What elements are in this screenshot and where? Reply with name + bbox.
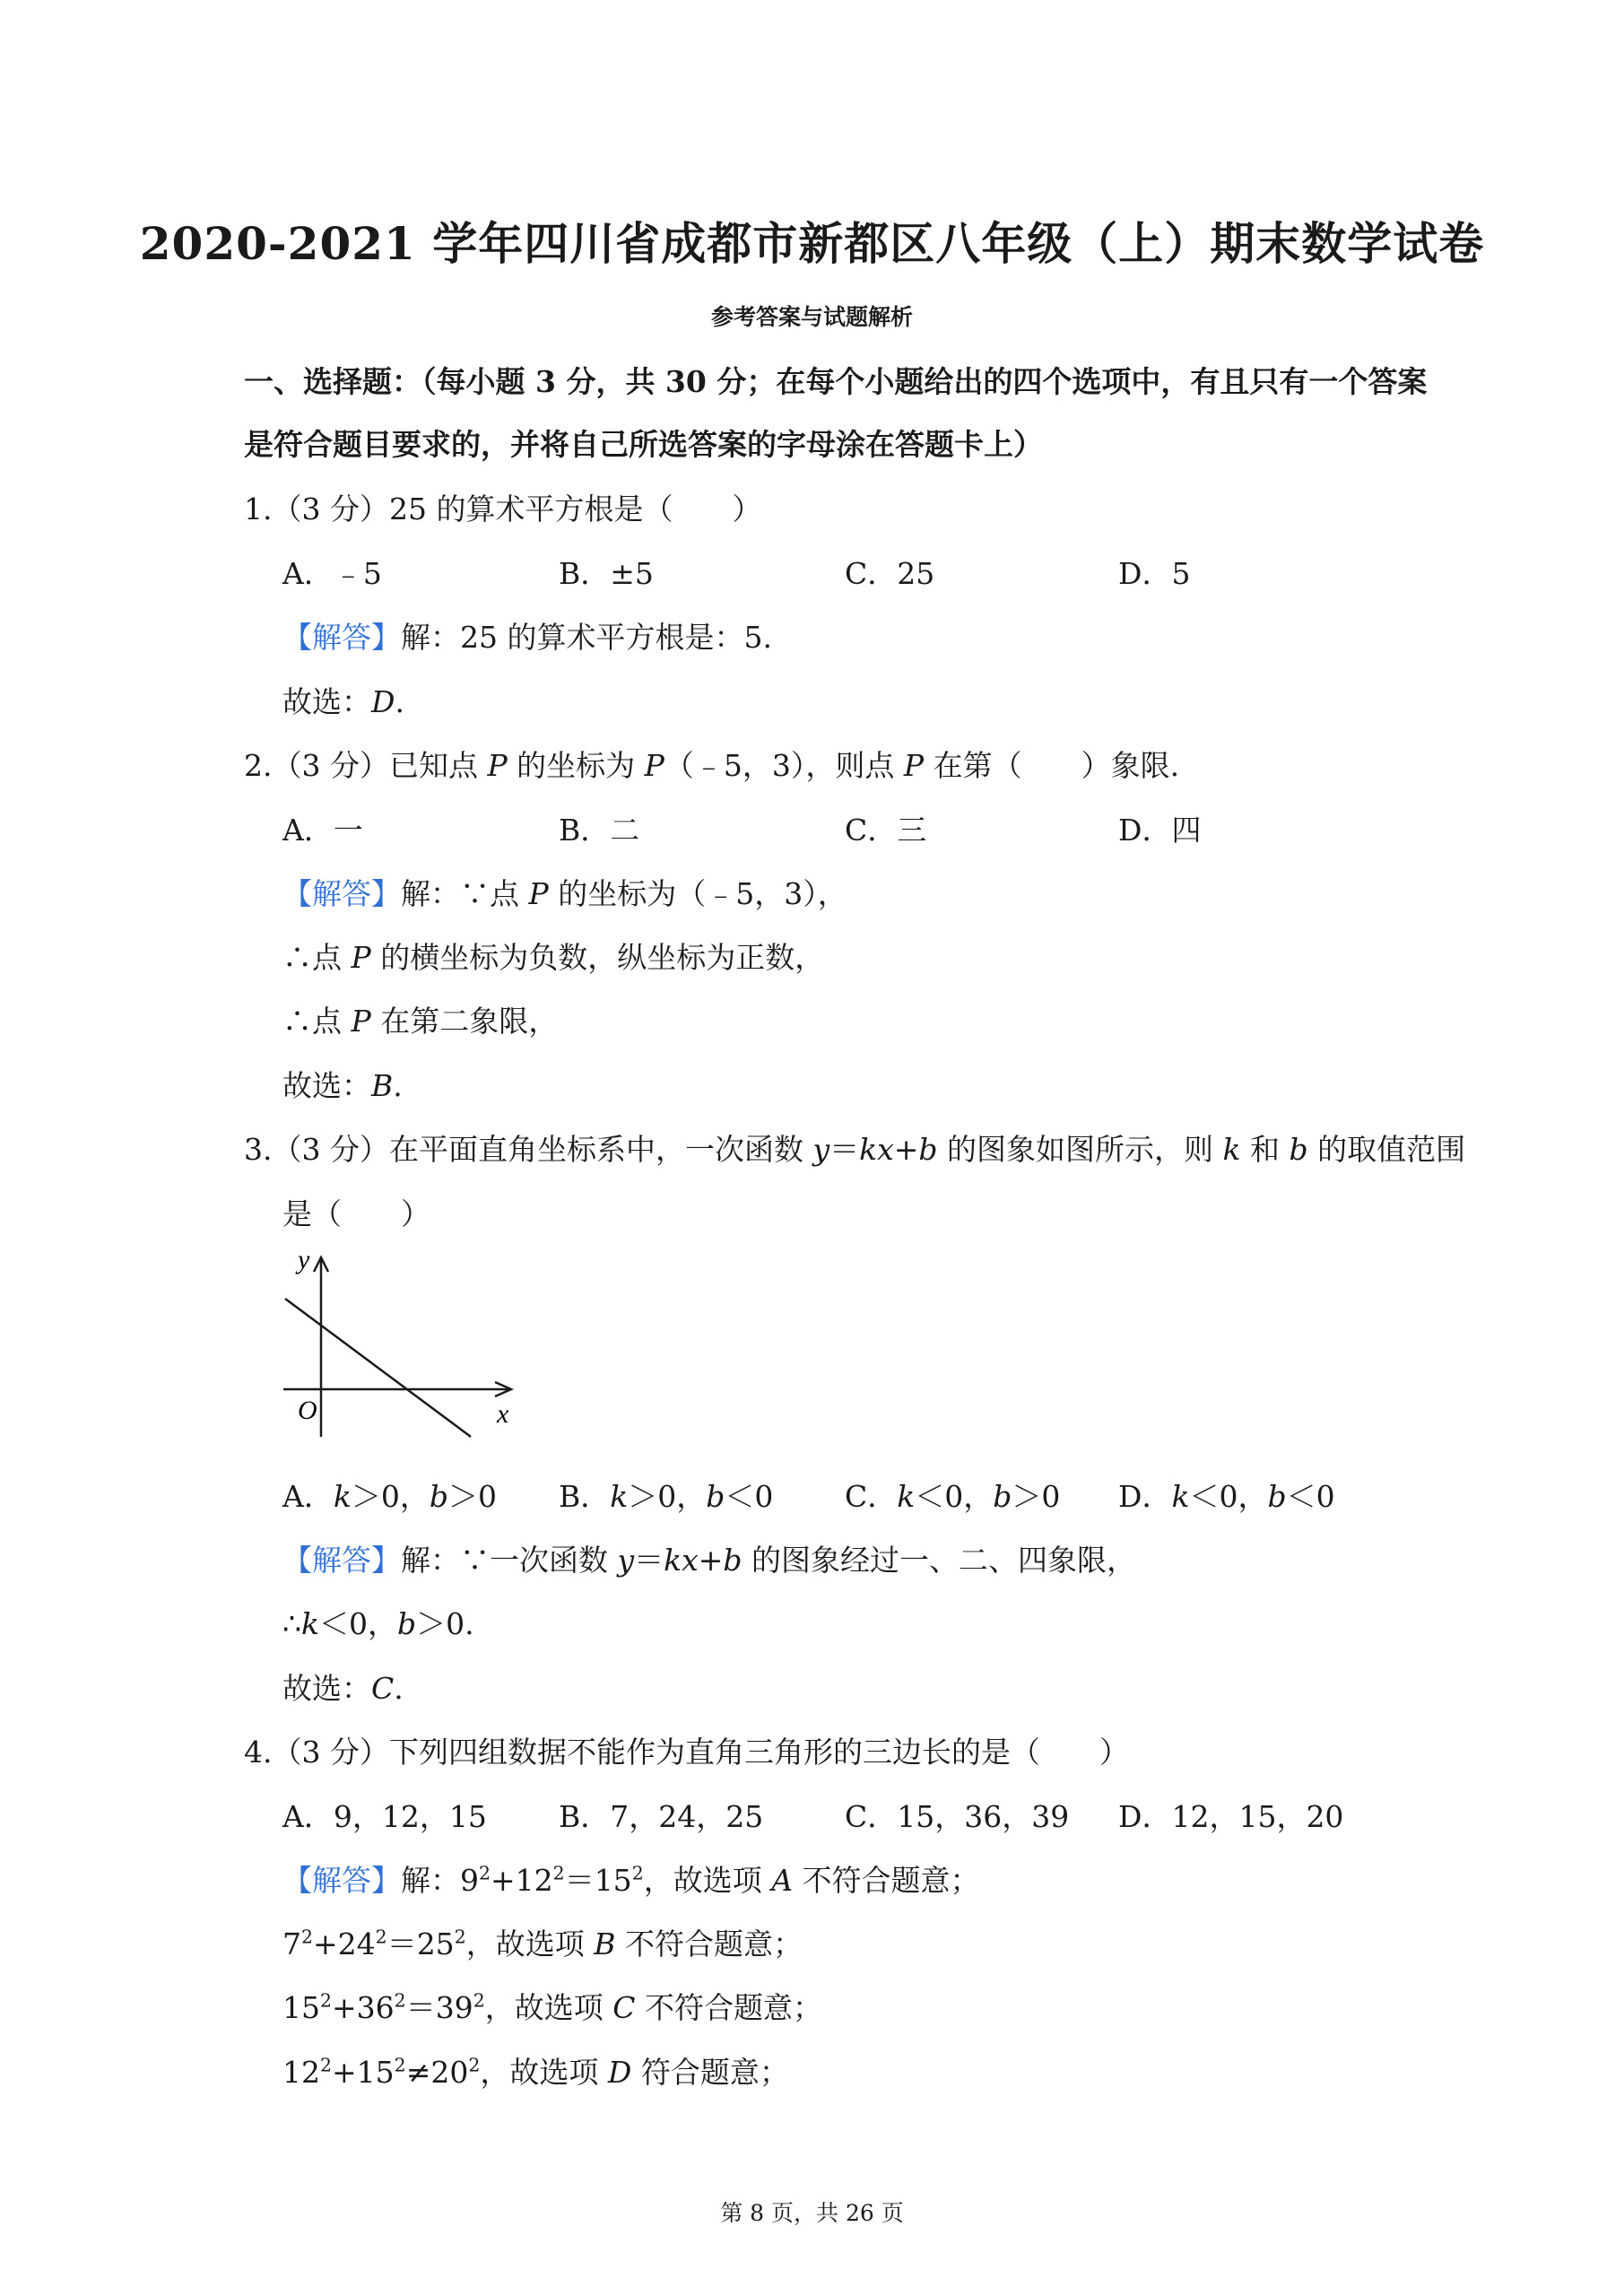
q2-option-c: C．三 [845, 813, 927, 848]
page-title: 2020-2021 学年四川省成都市新都区八年级（上）期末数学试卷 [139, 217, 1485, 270]
q3-stem-line2: 是（ ） [282, 1196, 430, 1231]
answer-tag: 【解答】 [282, 620, 401, 655]
q4-solution-line2: $7^2+24^2=25^2$，故选项 B 不符合题意； [282, 1926, 803, 1961]
q2-stem: 2.（3 分）已知点 P 的坐标为 P（﹣5，3），则点 P 在第（ ）象限. [244, 748, 1180, 783]
q3-solution-line2: ∴k＜0，b＞0. [282, 1606, 474, 1641]
linear-function-graph [278, 1248, 520, 1446]
q3-option-d: D．k＜0，b＜0 [1118, 1479, 1335, 1514]
q1-solution-line1: 【解答】解：25 的算术平方根是：5. [282, 620, 772, 655]
page-subtitle: 参考答案与试题解析 [710, 304, 913, 330]
q2-solution-line3: ∴点 P 在第二象限， [282, 1004, 559, 1039]
answer-tag: 【解答】 [282, 876, 401, 911]
origin-label: O [298, 1396, 317, 1425]
q2-solution-line2: ∴点 P 的横坐标为负数，纵坐标为正数， [282, 940, 825, 975]
answer-tag: 【解答】 [282, 1543, 401, 1578]
section-heading-line1: 一、选择题：（每小题 3 分，共 30 分；在每个小题给出的四个选项中，有且只有一个答案 [244, 364, 1428, 399]
q4-solution-line4: $12^2+15^2\ne 20^2$，故选项 D 符合题意； [282, 2054, 789, 2090]
q2-option-d: D．四 [1118, 813, 1202, 848]
q3-choice: 故选：C. [282, 1671, 404, 1706]
q4-solution-line1: 【解答】解：$9^2+12^2=15^2$，故选项 A 不符合题意； [282, 1862, 980, 1898]
q4-option-b: B．7，24，25 [559, 1799, 764, 1834]
q1-choice: 故选：D. [282, 684, 404, 719]
q3-option-c: C．k＜0，b＞0 [845, 1479, 1061, 1514]
q2-solution-line1: 【解答】解：∵点 P 的坐标为（﹣5，3）， [282, 876, 847, 911]
q1-option-a: A．﹣5 [282, 556, 382, 591]
y-axis-label: y [298, 1248, 310, 1274]
x-axis-label: x [497, 1399, 509, 1429]
q2-option-b: B．二 [559, 813, 640, 848]
q3-option-b: B．k＞0，b＜0 [559, 1479, 774, 1514]
q4-option-a: A．9，12，15 [282, 1799, 487, 1834]
page-footer: 第 8 页，共 26 页 [720, 2200, 904, 2226]
q4-option-c: C．15，36，39 [845, 1799, 1070, 1834]
q3-option-a: A．k＞0，b＞0 [282, 1479, 497, 1514]
q2-choice: 故选：B. [282, 1068, 403, 1103]
q4-solution-line3: $15^2+36^2=39^2$，故选项 C 不符合题意； [282, 1989, 822, 2025]
answer-tag: 【解答】 [282, 1863, 401, 1898]
q2-option-a: A．一 [282, 813, 363, 848]
q1-stem: 1.（3 分）25 的算术平方根是（ ） [244, 491, 762, 526]
section-heading-line2: 是符合题目要求的，并将自己所选答案的字母涂在答题卡上） [244, 427, 1043, 462]
q4-option-d: D．12，15，20 [1118, 1799, 1344, 1834]
q4-stem: 4.（3 分）下列四组数据不能作为直角三角形的三边长的是（ ） [244, 1735, 1129, 1770]
q1-option-d: D．5 [1118, 556, 1191, 591]
q1-option-b: B．±5 [559, 556, 654, 591]
q3-stem-line1: 3.（3 分）在平面直角坐标系中，一次函数 y＝kx+b 的图象如图所示，则 k 和 b 的取值范围 [244, 1132, 1466, 1167]
q3-solution-line1: 【解答】解：∵一次函数 y＝kx+b 的图象经过一、二、四象限， [282, 1543, 1137, 1578]
q1-option-c: C．25 [845, 556, 935, 591]
